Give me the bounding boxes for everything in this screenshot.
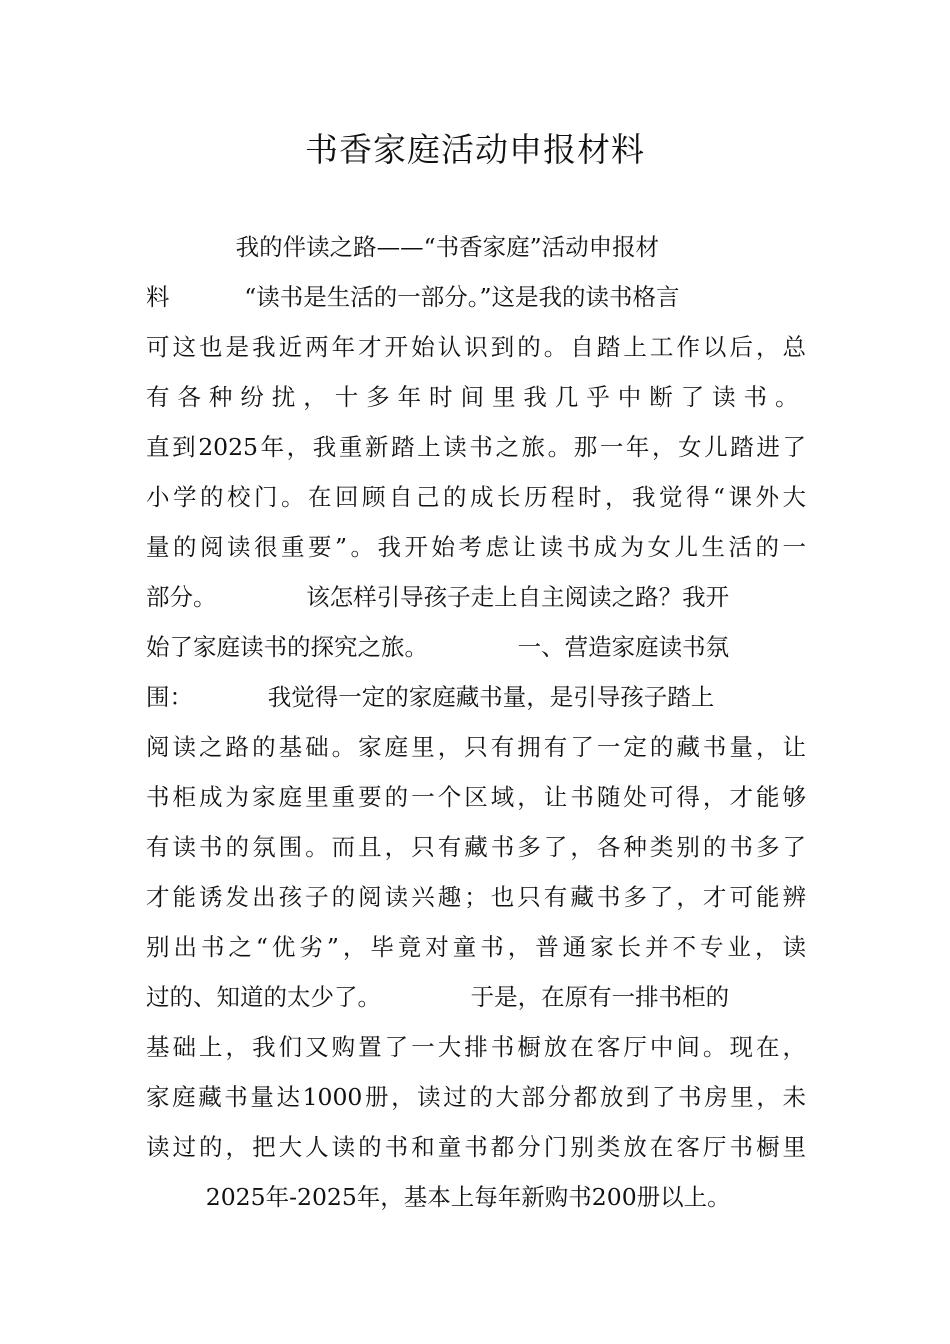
body-line: 可这也是我近两年才开始认识到的。自踏上工作以后，总 (146, 333, 806, 361)
body-line: 2025年-2025年，基本上每年新购书200册以上。 (146, 1183, 731, 1211)
body-line: 家庭藏书量达1000册，读过的大部分都放到了书房里，未 (146, 1083, 806, 1111)
body-line: 部分。 该怎样引导孩子走上自主阅读之路？我开 (146, 583, 730, 611)
body-line: 过的、知道的太少了。 于是，在原有一排书柜的 (146, 983, 730, 1011)
body-line: 别出书之“优劣”，毕竟对童书，普通家长并不专业，读 (146, 933, 806, 961)
body-line: 小学的校门。在回顾自己的成长历程时，我觉得“课外大 (146, 483, 806, 511)
body-line: 直到2025年，我重新踏上读书之旅。那一年，女儿踏进了 (146, 433, 806, 461)
body-line: 围： 我觉得一定的家庭藏书量，是引导孩子踏上 (146, 683, 715, 711)
body-line: 才能诱发出孩子的阅读兴趣；也只有藏书多了，才可能辨 (146, 883, 806, 911)
body-line: 阅读之路的基础。家庭里，只有拥有了一定的藏书量，让 (146, 733, 806, 761)
body-line: 量的阅读很重要”。我开始考虑让读书成为女儿生活的一 (146, 533, 806, 561)
body-line: 书柜成为家庭里重要的一个区域，让书随处可得，才能够 (146, 783, 806, 811)
body-line: 有读书的氛围。而且，只有藏书多了，各种类别的书多了 (146, 833, 806, 861)
body-line: 有各种纷扰，十多年时间里我几乎中断了读书。 (146, 383, 806, 411)
body-line: 始了家庭读书的探究之旅。 一、营造家庭读书氛 (146, 633, 730, 661)
body-line: 读过的，把大人读的书和童书都分门别类放在客厅书橱里 (146, 1133, 806, 1161)
body-line: 我的伴读之路——“书香家庭”活动申报材 (146, 233, 660, 261)
document-title: 书香家庭活动申报材料 (305, 130, 645, 169)
body-line: 料 “读书是生活的一部分。”这是我的读书格言 (146, 283, 680, 311)
body-line: 基础上，我们又购置了一大排书橱放在客厅中间。现在， (146, 1033, 806, 1061)
